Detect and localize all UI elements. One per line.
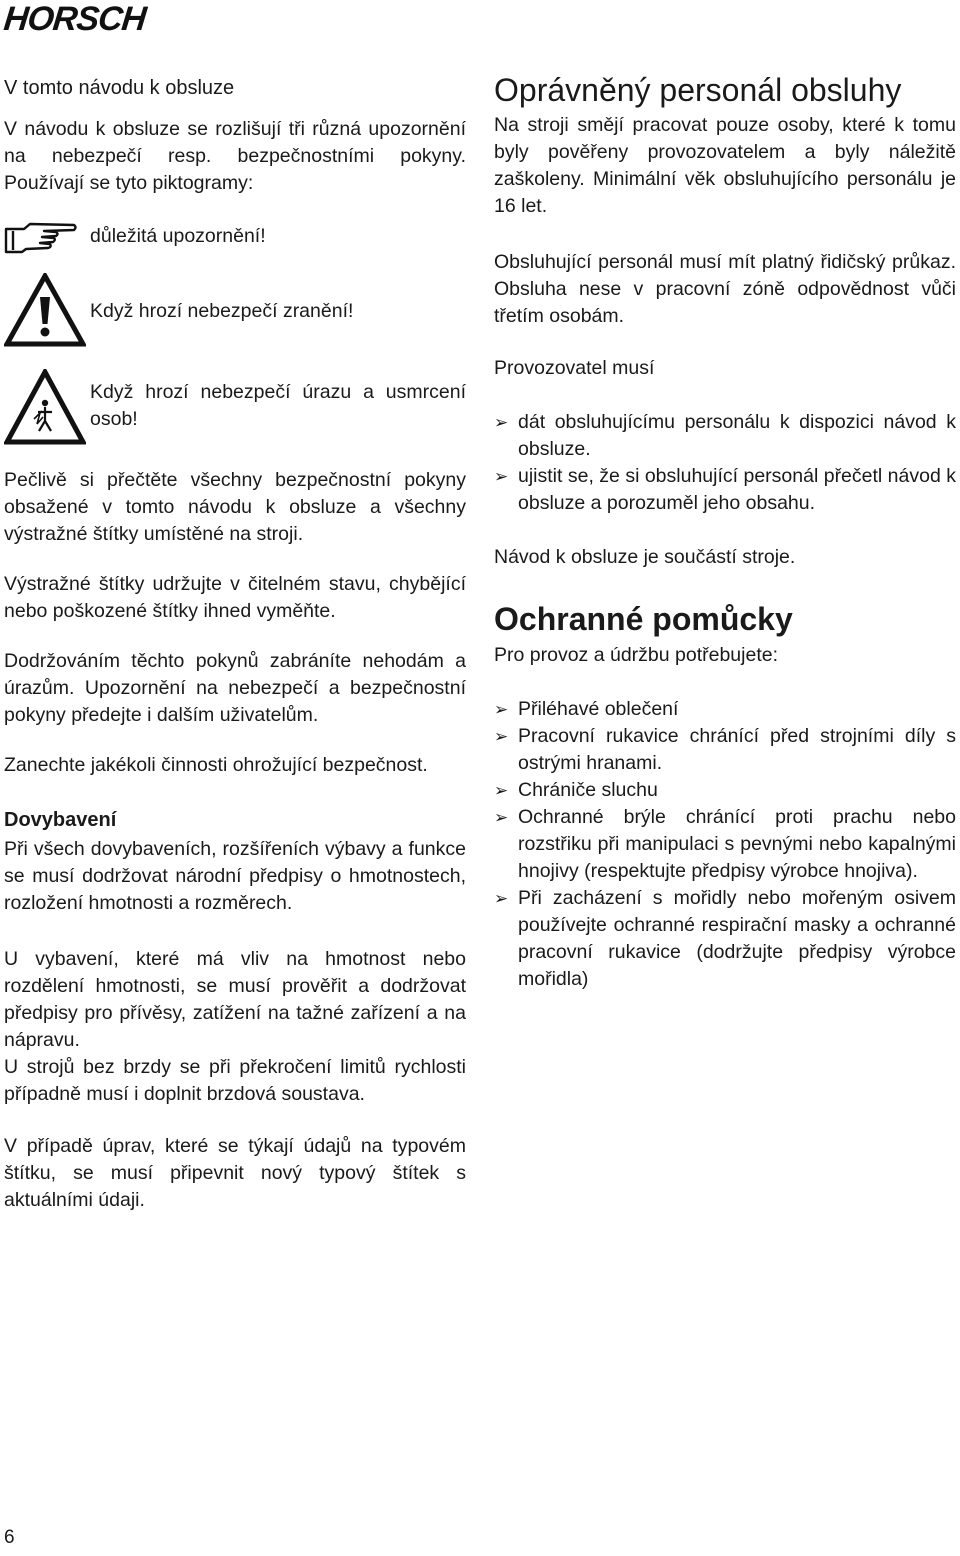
pictogram-row — [4, 285, 466, 369]
section-title-personnel: Oprávněný personál obsluhy — [494, 72, 902, 108]
arrow-bullet-icon: ➢ — [494, 413, 509, 432]
list-item: ➢ dát obsluhujícímu personálu k dispozici návod k obsluze. — [494, 411, 956, 460]
pictogram-label: Když hrozí nebezpečí zranění! — [90, 300, 354, 322]
arrow-bullet-icon: ➢ — [494, 727, 509, 746]
left-column — [4, 70, 466, 1214]
section-title-manual: V tomto návodu k obsluze — [4, 77, 235, 99]
horsch-logo: HORSCH — [2, 0, 148, 38]
paragraph: V případě úprav, které se týkají údajů na typovém štítku, se musí připevnit nový typový štítek s aktuálními údaji. — [4, 1135, 466, 1211]
arrow-bullet-icon: ➢ — [494, 700, 509, 719]
pictogram-label: důležitá upozornění! — [90, 225, 266, 247]
pictogram-row — [4, 369, 466, 455]
section-title-dovybaveni: Dovybavení — [4, 809, 117, 831]
paragraph: Výstražné štítky udržujte v čitelném stavu, chybějící nebo poškozené štítky ihned vyměňte. — [4, 573, 466, 622]
paragraph: Návod k obsluze je součástí stroje. — [494, 546, 796, 568]
pointing-hand-icon — [4, 221, 78, 255]
pictogram-list — [4, 219, 466, 455]
list-item: ➢ Pracovní rukavice chránící před strojními díly s ostrými hranami. — [494, 725, 956, 774]
arrow-bullet-icon: ➢ — [494, 467, 509, 486]
warning-death-icon — [4, 369, 86, 445]
warning-exclamation-icon — [4, 273, 86, 347]
right-column — [494, 70, 956, 993]
ppe-list — [494, 696, 956, 993]
paragraph: Obsluhující personál musí mít platný řidičský průkaz. Obsluha nese v pracovní zóně odpovědnost vůči třetím osobám. — [494, 251, 956, 327]
paragraph: Pečlivě si přečtěte všechny bezpečnostní pokyny obsažené v tomto návodu k obsluze a všechny výstražné štítky umístěné na stroji. — [4, 469, 466, 545]
arrow-bullet-icon: ➢ — [494, 781, 509, 800]
section-title-ppe: Ochranné pomůcky — [494, 601, 793, 637]
paragraph: Provozovatel musí — [494, 357, 655, 379]
paragraph: Dodržováním těchto pokynů zabráníte nehodám a úrazům. Upozornění na nebezpečí a bezpečnostní pokyny předejte i dalším uživatelům. — [4, 650, 466, 726]
paragraph: Zanechte jakékoli činnosti ohrožující bezpečnost. — [4, 754, 428, 776]
list-item: ➢ Ochranné brýle chránící proti prachu nebo rozstřiku při manipulaci s pevnými nebo kapalnými hnojivy (respektujte předpisy výrobce hnojiva). — [494, 806, 956, 882]
paragraph: U strojů bez brzdy se při překročení limitů rychlosti případně musí i doplnit brzdová soustava. — [4, 1056, 466, 1105]
page-number: 6 — [4, 1527, 15, 1548]
paragraph: Při všech dovybaveních, rozšířeních výbavy a funkce se musí dodržovat národní předpisy o hmotnostech, rozložení hmotnosti a rozměrech. — [4, 838, 466, 914]
paragraph: Na stroji smějí pracovat pouze osoby, které k tomu byly pověřeny provozovatelem a byly náležitě zaškoleny. Minimální věk obsluhujícího personálu je 16 let. — [494, 114, 956, 217]
arrow-bullet-icon: ➢ — [494, 808, 509, 827]
arrow-bullet-icon: ➢ — [494, 889, 509, 908]
pictogram-label: Když hrozí nebezpečí úrazu a usmrcení osob! — [90, 381, 466, 430]
intro-paragraph: V návodu k obsluze se rozlišují tři různá upozornění na nebezpečí resp. bezpečnostními pokyny. Používají se tyto piktogramy: — [4, 118, 466, 194]
paragraph: U vybavení, které má vliv na hmotnost nebo rozdělení hmotnosti, se musí prověřit a dodržovat předpisy pro přívěsy, zatížení na tažné zařízení a na nápravu. — [4, 948, 466, 1051]
paragraph: Pro provoz a údržbu potřebujete: — [494, 644, 779, 666]
operator-duties-list — [494, 409, 956, 517]
list-item: ➢ Přiléhavé oblečení — [494, 696, 956, 723]
list-item: ➢ ujistit se, že si obsluhující personál přečetl návod k obsluze a porozuměl jeho obsahu. — [494, 465, 956, 514]
list-item: ➢ Při zacházení s mořidly nebo mořeným osivem používejte ochranné respirační masky a ochranné pracovní rukavice (dodržujte předpisy výrobce mořidla) — [494, 887, 956, 990]
list-item: ➢ Chrániče sluchu — [494, 777, 956, 804]
